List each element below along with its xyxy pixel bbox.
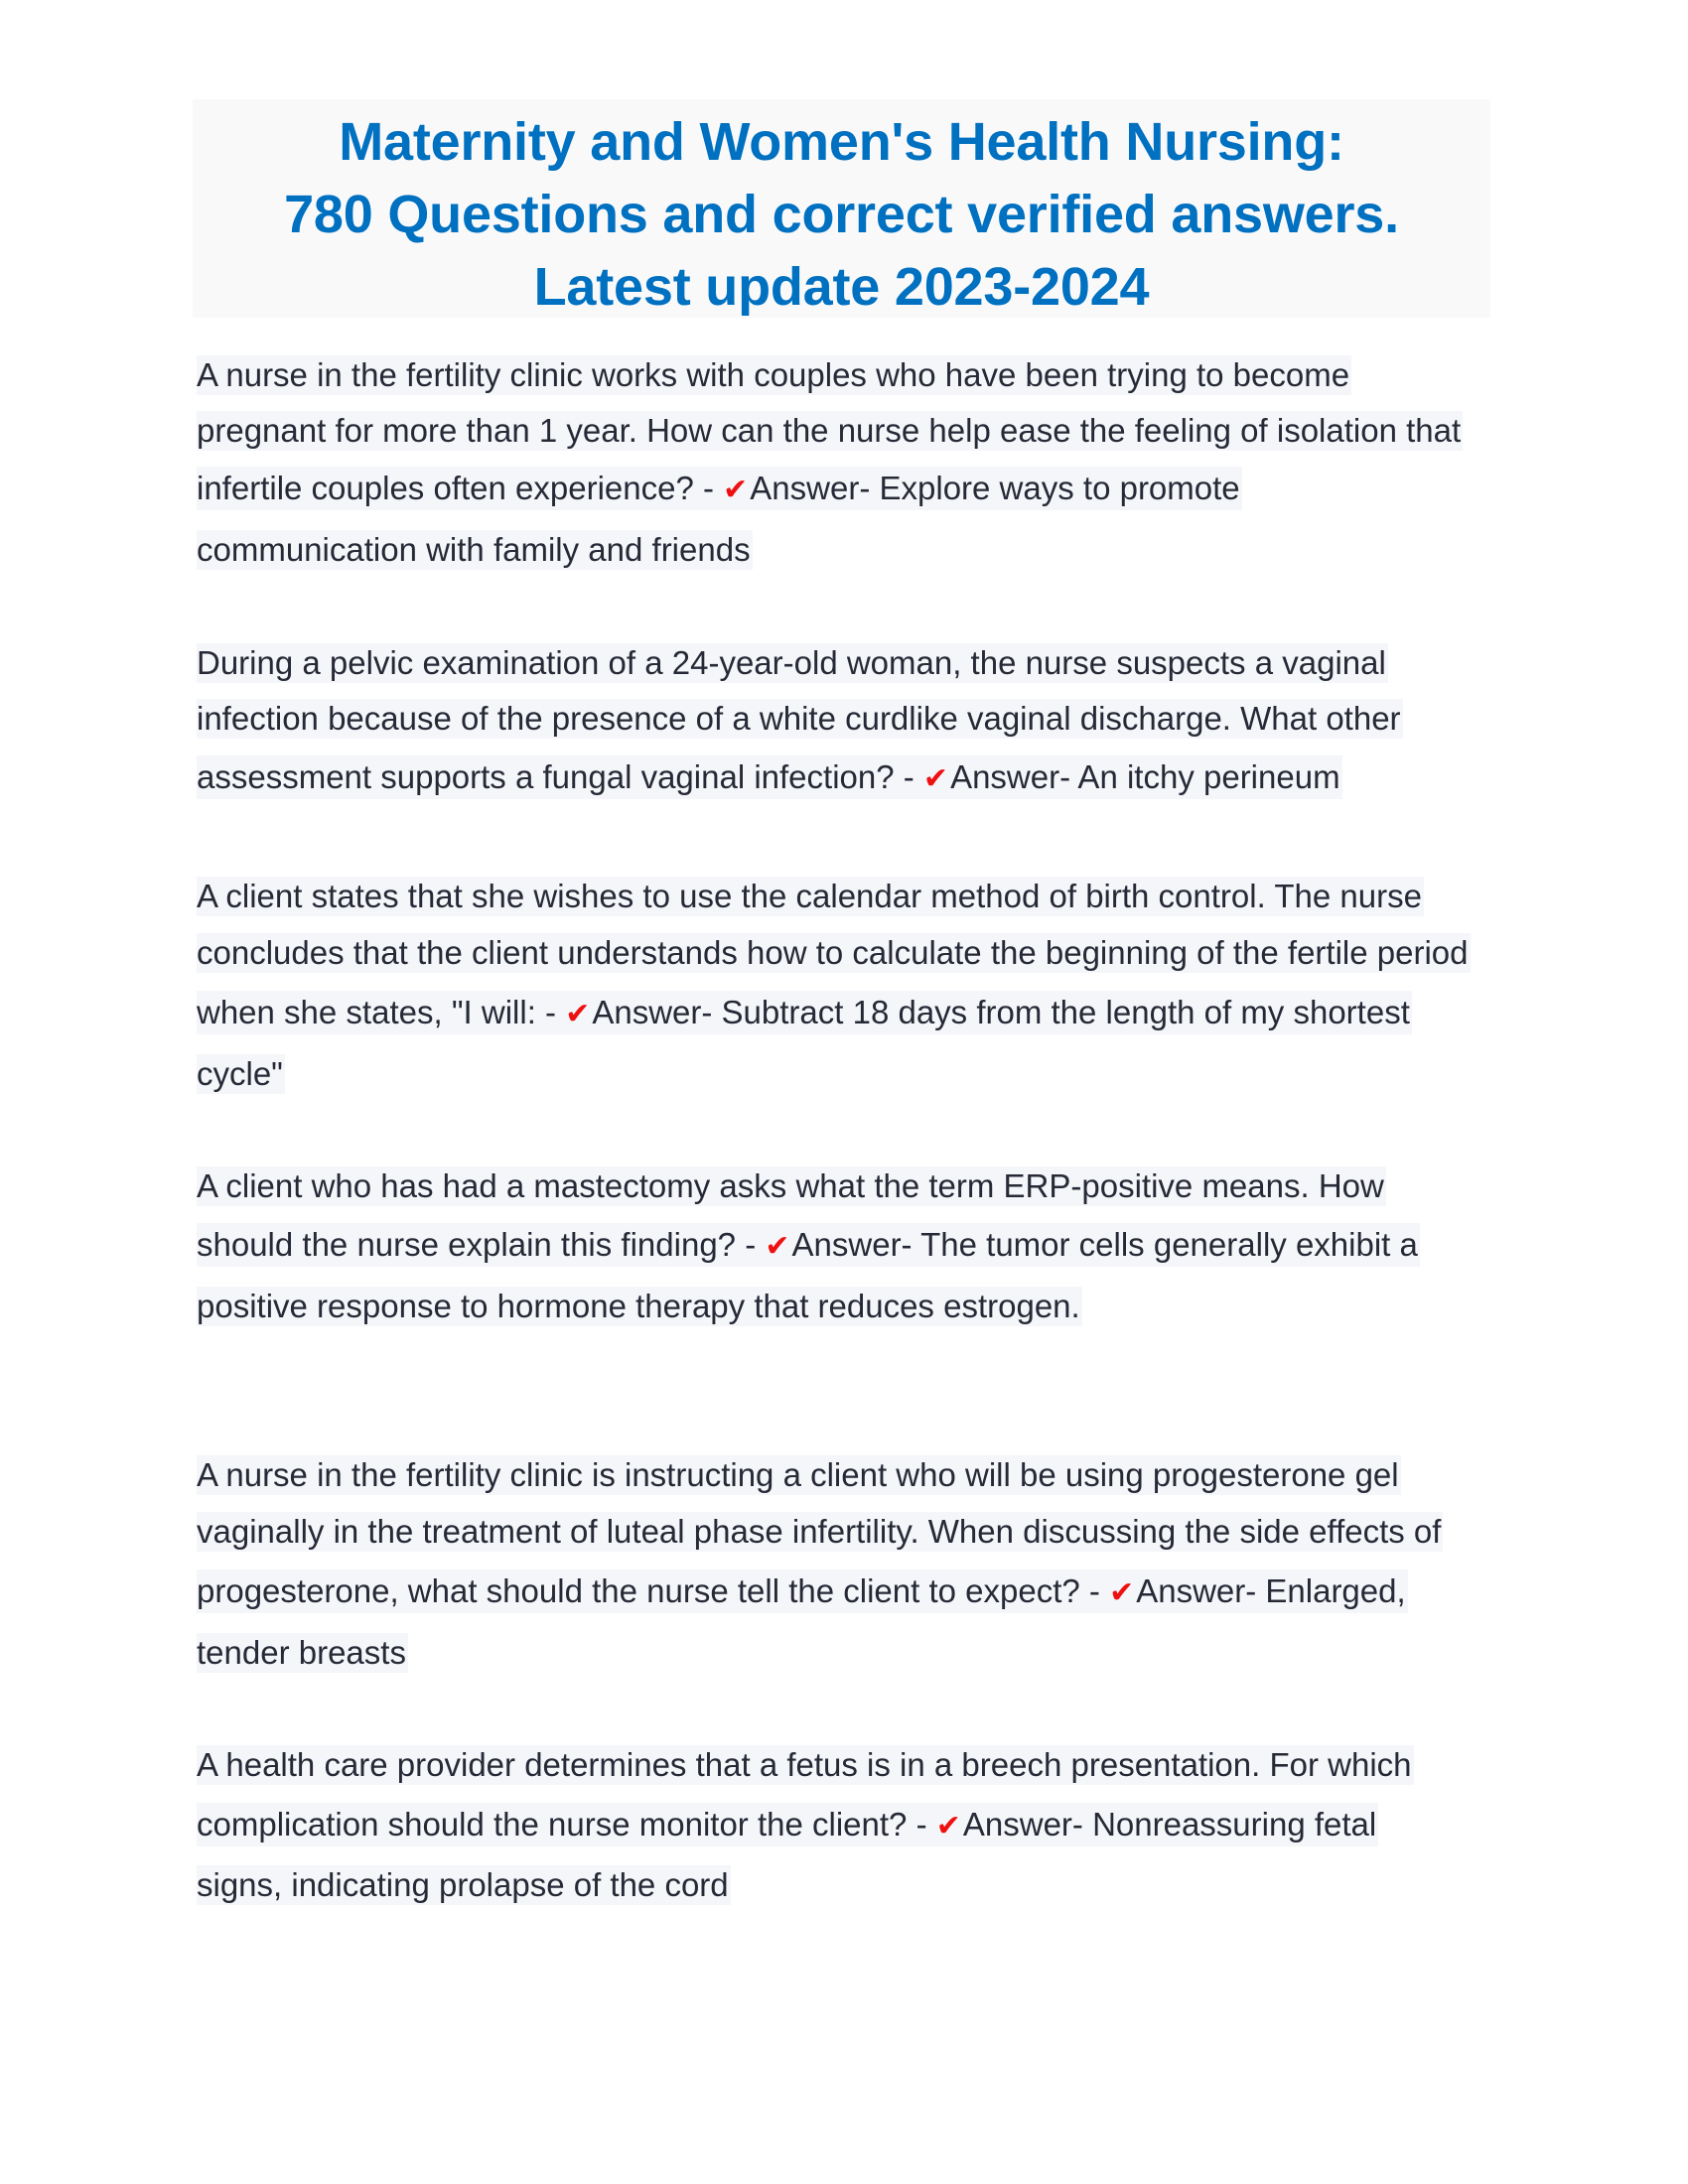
answer-text: Answer- The tumor cells generally exhibit a [791, 1226, 1418, 1263]
question-2-line-2: infection because of the presence of a white curdlike vaginal discharge. What other [197, 700, 1401, 737]
check-mark-icon: ✔ [723, 473, 749, 507]
question-3-line-1: A client states that she wishes to use the calendar method of birth control. The nurse [197, 878, 1422, 914]
question-6-line-3: signs, indicating prolapse of the cord [197, 1866, 729, 1903]
question-5-line-2: vaginally in the treatment of luteal phase infertility. When discussing the side effects of [197, 1513, 1442, 1550]
question-4-line-3: positive response to hormone therapy that reduces estrogen. [197, 1288, 1080, 1324]
question-3-line-2: concludes that the client understands how to calculate the beginning of the fertile period [197, 934, 1469, 971]
answer-text: Answer- Explore ways to promote [750, 470, 1240, 506]
title-line-1: Maternity and Women's Health Nursing: [339, 112, 1344, 172]
answer-text: Answer- Nonreassuring fetal [962, 1806, 1377, 1843]
question-2-answer-line: assessment supports a fungal vaginal infection? - ✔Answer- An itchy perineum [197, 755, 1342, 799]
question-5-line-4: tender breasts [197, 1634, 406, 1671]
question-3-answer-line: when she states, "I will: - ✔Answer- Subtract 18 days from the length of my shortest [197, 991, 1412, 1034]
question-1-line-4: communication with family and friends [197, 531, 751, 568]
answer-text: Answer- An itchy perineum [950, 758, 1340, 795]
check-mark-icon: ✔ [565, 997, 591, 1031]
question-5-answer-line: progesterone, what should the nurse tell the client to expect? - ✔Answer- Enlarged, [197, 1570, 1408, 1613]
check-mark-icon: ✔ [935, 1809, 961, 1843]
check-mark-icon: ✔ [922, 761, 949, 796]
question-6-answer-line: complication should the nurse monitor the client? - ✔Answer- Nonreassuring fetal [197, 1803, 1378, 1846]
question-6-line-1: A health care provider determines that a fetus is in a breech presentation. For which [197, 1746, 1412, 1783]
question-4-line-1: A client who has had a mastectomy asks what the term ERP-positive means. How [197, 1167, 1384, 1204]
question-1-line-1: A nurse in the fertility clinic works with couples who have been trying to become [197, 356, 1350, 393]
question-3-line-4: cycle" [197, 1055, 283, 1092]
question-4-answer-line: should the nurse explain this finding? - ✔Answer- The tumor cells generally exhibit a [197, 1223, 1420, 1267]
title-line-2: 780 Questions and correct verified answers. [284, 185, 1399, 244]
title-banner [193, 99, 1490, 318]
check-mark-icon: ✔ [1109, 1575, 1135, 1610]
question-1-answer-line: infertile couples often experience? - ✔Answer- Explore ways to promote [197, 467, 1242, 510]
check-mark-icon: ✔ [765, 1229, 790, 1264]
question-2-line-1: During a pelvic examination of a 24-year-old woman, the nurse suspects a vaginal [197, 644, 1386, 681]
question-5-line-1: A nurse in the fertility clinic is instructing a client who will be using progesterone gel [197, 1456, 1399, 1493]
title-line-3: Latest update 2023-2024 [533, 257, 1150, 317]
answer-text: Answer- Enlarged, [1136, 1572, 1406, 1609]
answer-text: Answer- Subtract 18 days from the length of my shortest [592, 994, 1410, 1030]
question-1-line-2: pregnant for more than 1 year. How can the nurse help ease the feeling of isolation that [197, 412, 1462, 449]
